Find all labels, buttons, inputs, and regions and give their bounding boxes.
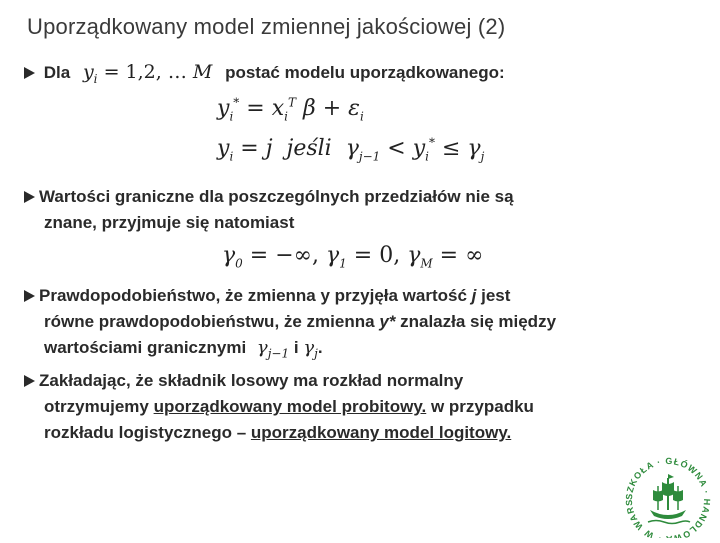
b3-var-j: j (471, 286, 477, 305)
bullet-arrow-icon (24, 375, 35, 387)
bullet-prawdopodobienstwo (24, 283, 556, 361)
b3-text-2b: znalazła się między (395, 312, 557, 331)
b3-text-end: . (317, 338, 323, 357)
b3-text-2a: równe prawdopodobieństwu, że zmienna (44, 312, 380, 331)
logo-ring-text: SZKOŁA · GŁÓWNA · HANDLOW · W WARS (623, 455, 713, 538)
formula-gamma-j: $\gamma_j$ (303, 337, 318, 361)
sgh-logo (620, 448, 716, 538)
b3-text-3a: wartościami granicznymi (44, 338, 247, 357)
formula-gamma-jm1: $\gamma_{j-1}$ (256, 337, 290, 361)
equation-boundaries: $\gamma_0$ = −∞, $\gamma_1 = 0$, $\gamma_M$ = ∞ (222, 243, 484, 271)
b3-var-ystar: y* (379, 312, 396, 331)
b4-text-3a: rozkładu logistycznego – (44, 423, 251, 442)
equation-latent: $y_i^* = x_i^T$ $\beta + \varepsilon_i$ (217, 95, 364, 124)
link-probit[interactable]: uporządkowany model probitowy. (153, 397, 427, 416)
bullet-arrow-icon (24, 290, 35, 302)
bullet-dla-suffix: postać modelu uporządkowanego: (225, 63, 505, 82)
sgh-ship-icon (620, 448, 716, 538)
bullet-granice-line1: Wartości graniczne dla poszczególnych przedziałów nie są (39, 187, 514, 206)
b3-text-1a: Prawdopodobieństwo, że zmienna y przyjęła wartość (39, 286, 472, 305)
bullet-granice (24, 184, 514, 236)
b4-text-2b: w przypadku (426, 397, 534, 416)
b3-text-1b: jest (476, 286, 511, 305)
link-logit[interactable]: uporządkowany model logitowy. (250, 423, 512, 442)
bullet-arrow-icon (24, 191, 35, 203)
equation-threshold: $y_i = j$ jeśli $\gamma_{j-1} < y_i^* \le \gamma_j$ (217, 135, 485, 164)
slide-title: Uporządkowany model zmiennej jakościowej (2) (27, 14, 506, 39)
formula-y-range: $y_i = 1,2$, … M (82, 61, 213, 86)
b3-text-and: i (293, 338, 299, 357)
b4-text-2a: otrzymujemy (44, 397, 154, 416)
bullet-dla-prefix: Dla (43, 63, 71, 82)
bullet-rozklad (24, 368, 534, 446)
bullet-granice-line2: znane, przyjmuje się natomiast (44, 213, 295, 232)
b4-text-1: Zakładając, że składnik losowy ma rozkład normalny (39, 371, 464, 390)
bullet-dla (24, 59, 505, 86)
bullet-arrow-icon (24, 67, 35, 79)
